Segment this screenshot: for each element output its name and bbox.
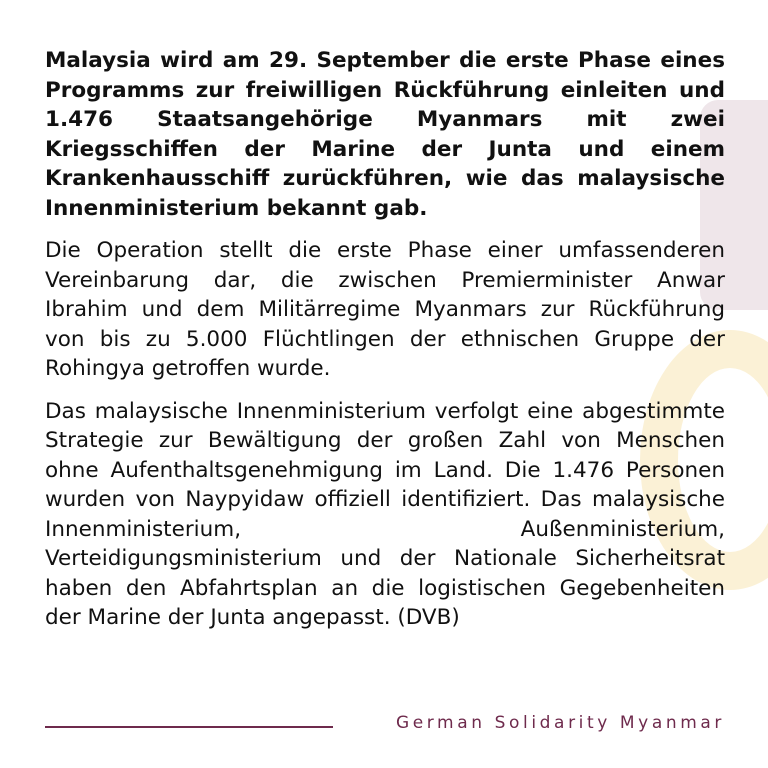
article-body (45, 46, 725, 633)
body-paragraph-1: Die Operation stellt die erste Phase einer umfassenderen Vereinbarung dar, die zwischen Premierminister Anwar Ibrahim und dem Militärregime Myanmars zur Rückführung von bis zu 5.000 Flüchtlingen der ethnischen Gruppe der Rohingya getroffen wurde. (45, 238, 725, 381)
footer-brand: German Solidarity Myanmar (395, 713, 725, 733)
lead-paragraph: Malaysia wird am 29. September die erste Phase eines Programms zur freiwilligen Rückführung einleiten und 1.476 Staatsangehörige Myanmars mit zwei Kriegsschiffen der Marine der Junta und einem Krankenhausschiff zurückführen, wie das malaysische Innenministerium bekannt gab. (45, 48, 725, 221)
body-paragraph-2: Das malaysische Innenministerium verfolgt eine abgestimmte Strategie zur Bewältigung der großen Zahl von Menschen ohne Aufenthaltsgenehmigung im Land. Die 1.476 Personen wurden von Naypyidaw offiziell identifiziert. Das malaysische Innenministerium, Außenministerium, Verteidigungsministerium und der Nationale Sicherheitsrat haben den Abfahrtsplan an die logistischen Gegebenheiten der Marine der Junta angepasst. (DVB) (45, 398, 725, 630)
footer-divider-line (45, 726, 333, 728)
footer (45, 713, 725, 737)
